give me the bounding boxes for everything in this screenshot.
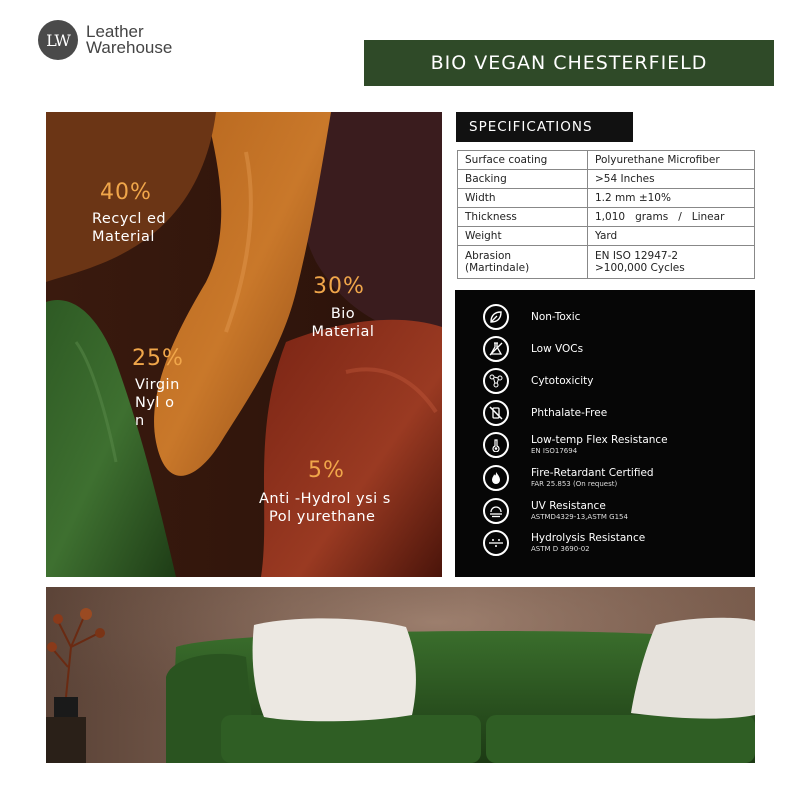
composition-percent-bio: 30% [313,274,365,299]
feature-subtitle: ASTM D 3690-02 [531,545,590,553]
spec-value: Yard [588,227,755,246]
spec-row [458,151,755,170]
spec-row [458,246,755,279]
specifications-table [457,150,755,279]
spec-value-line2: >100,000 Cycles [595,262,685,274]
feature-subtitle: ASTMD4329-13,ASTM G154 [531,513,628,521]
sofa-photo [46,587,755,763]
spec-key: Width [458,189,588,208]
feature-subtitle: EN ISO17694 [531,447,578,455]
sun-icon [483,498,509,524]
spec-key: Thickness [458,208,588,227]
feature-item [483,304,580,330]
feature-title: Hydrolysis Resistance [531,532,646,544]
spec-value-line1: EN ISO 12947-2 [595,250,679,262]
spec-value [588,246,755,279]
feature-text [531,311,580,324]
spec-row [458,227,755,246]
thermometer-icon [483,432,509,458]
spec-key-line2: (Martindale) [465,262,530,274]
spec-value: 1.2 mm ±10% [588,189,755,208]
feature-subtitle: FAR 25.853 (On request) [531,480,618,488]
composition-percent-antihydrolysis: 5% [308,458,345,483]
composition-label-antihydrolysis [259,490,391,526]
composition-label-nylon [135,376,180,430]
composition-label-recycled [92,210,166,246]
feature-item [483,432,668,458]
feature-item [483,498,628,524]
feature-text [531,434,668,456]
composition-label-bio-line2: Material [311,324,375,340]
feature-title: Cytotoxicity [531,374,594,387]
spec-row [458,170,755,189]
composition-label-bio-line1: Bio [330,306,356,322]
brand-name-line1: Leather [86,22,144,41]
feature-title: UV Resistance [531,500,606,512]
leather-composition-panel [46,112,442,577]
composition-label-nylon-line3: n [135,413,145,429]
feature-item [483,530,645,556]
spec-key: Backing [458,170,588,189]
brand-logo[interactable] [38,20,172,60]
specifications-heading: SPECIFICATIONS [456,112,633,142]
feature-text [531,532,645,554]
feature-text [531,467,654,489]
composition-percent-recycled: 40% [100,180,152,205]
composition-label-nylon-line1: Virgin [135,377,180,393]
spec-key-line1: Abrasion [465,250,512,262]
feature-text [531,407,607,420]
features-panel [455,290,755,577]
feature-item [483,336,583,362]
composition-label-antihydrolysis-line2: Pol yurethane [269,509,376,525]
spec-key [458,246,588,279]
composition-label-antihydrolysis-line1: Anti -Hydrol ysi s [259,491,391,507]
feature-text [531,500,628,522]
leaf-icon [483,304,509,330]
feature-text [531,343,583,356]
composition-label-bio [308,305,378,341]
product-title: BIO VEGAN CHESTERFIELD [364,40,774,86]
spec-row [458,208,755,227]
droplet-icon [483,530,509,556]
feature-title: Phthalate-Free [531,406,608,419]
feature-item [483,368,593,394]
spec-row [458,189,755,208]
molecule-icon [483,368,509,394]
flame-icon [483,465,509,491]
flask-icon [483,336,509,362]
feature-text [531,375,593,388]
brand-name-line2: Warehouse [86,38,173,57]
feature-title: Fire-Retardant Certified [531,467,654,479]
spec-key: Surface coating [458,151,588,170]
brand-name [86,24,172,56]
composition-label-nylon-line2: Nyl o [135,395,175,411]
no-phthalate-icon [483,400,509,426]
green-chesterfield-sofa-illustration [46,587,755,763]
feature-item [483,465,654,491]
feature-title: Non-Toxic [531,310,581,323]
spec-value: Polyurethane Microfiber [588,151,755,170]
spec-key: Weight [458,227,588,246]
feature-title: Low VOCs [531,342,584,355]
feature-item [483,400,607,426]
spec-value: 1,010 grams / Linear [588,208,755,227]
composition-label-recycled-line2: Material [92,229,155,245]
composition-percent-nylon: 25% [132,346,184,371]
logo-mark: LW [38,20,78,60]
spec-value: >54 Inches [588,170,755,189]
composition-label-recycled-line1: Recycl ed [92,211,167,227]
feature-title: Low-temp Flex Resistance [531,434,668,446]
